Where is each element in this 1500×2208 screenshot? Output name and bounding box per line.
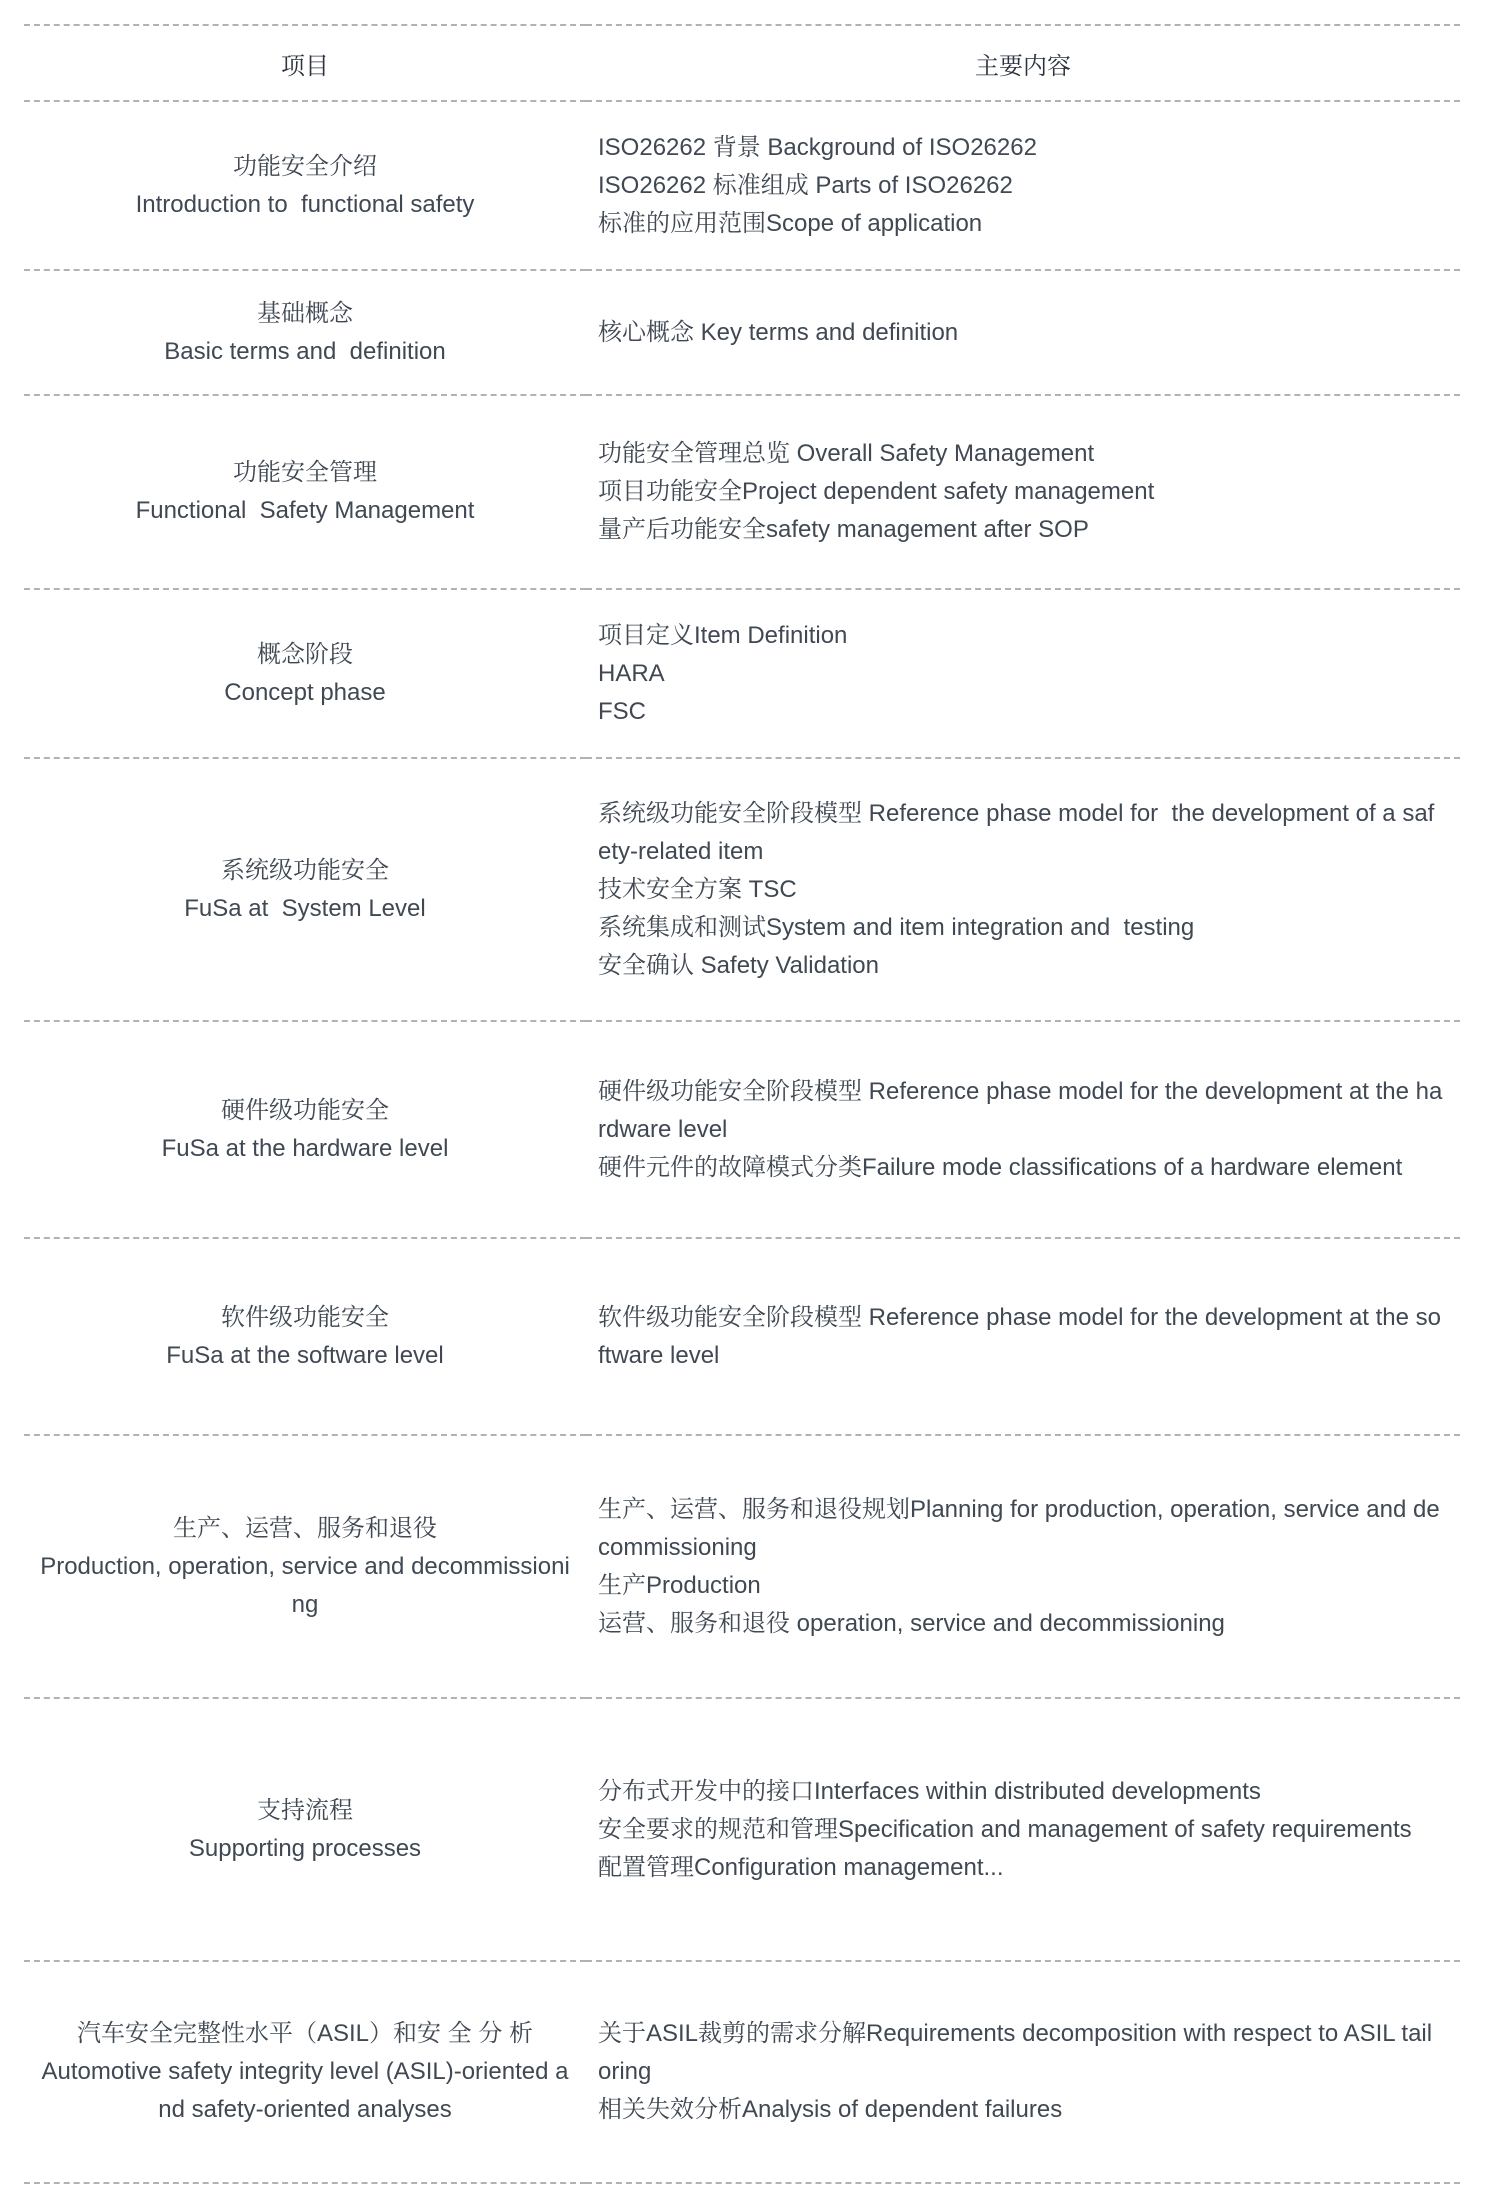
table-row — [24, 395, 1460, 589]
item-title-en: Concept phase — [224, 678, 386, 706]
content-line: 软件级功能安全阶段模型 Reference phase model for the development at the software level — [598, 1303, 1442, 1369]
item-title-zh: 功能安全介绍 — [233, 152, 377, 180]
table-row — [24, 1698, 1460, 1961]
content-line: 核心概念 Key terms and definition — [598, 318, 959, 346]
content-line: 相关失效分析Analysis of dependent failures — [598, 2096, 1063, 2123]
content-line: ISO26262 背景 Background of ISO26262 — [598, 133, 1037, 161]
item-title-zh: 基础概念 — [257, 299, 353, 327]
content-line: 项目定义Item Definition — [598, 621, 848, 649]
column-header-content: 主要内容 — [975, 52, 1071, 80]
content-line: 配置管理Configuration management... — [598, 1853, 1004, 1881]
column-header-item: 项目 — [281, 52, 329, 80]
course-outline-table — [24, 24, 1460, 2184]
content-cell — [586, 395, 1460, 589]
item-title-en: Introduction to functional safety — [135, 190, 475, 218]
item-cell — [24, 270, 586, 395]
content-line: 功能安全管理总览 Overall Safety Management — [598, 440, 1095, 467]
content-cell — [586, 589, 1460, 758]
item-cell — [24, 1435, 586, 1698]
item-cell — [24, 101, 586, 270]
header-row — [24, 25, 1460, 101]
content-line: FSC — [598, 697, 646, 725]
item-cell — [24, 1698, 586, 1961]
table-row — [24, 1961, 1460, 2183]
content-line: ISO26262 标准组成 Parts of ISO26262 — [598, 171, 1013, 199]
item-cell — [24, 395, 586, 589]
content-line: 关于ASIL裁剪的需求分解Requirements decomposition with respect to ASIL tailoring — [598, 2020, 1433, 2085]
item-title-en: Production, operation, service and decommissioning — [40, 1552, 570, 1618]
item-title-en: Supporting processes — [188, 1834, 422, 1862]
table-row — [24, 101, 1460, 270]
item-cell — [24, 1961, 586, 2183]
content-cell — [586, 1238, 1460, 1435]
content-line: 标准的应用范围Scope of application — [598, 209, 983, 237]
item-title-zh: 功能安全管理 — [233, 459, 377, 486]
content-line: 硬件级功能安全阶段模型 Reference phase model for the development at the hardware level — [598, 1077, 1443, 1143]
item-title-zh: 生产、运营、服务和退役 — [173, 1514, 437, 1542]
content-line: 运营、服务和退役 operation, service and decommissioning — [598, 1609, 1225, 1637]
item-title-zh: 概念阶段 — [257, 640, 353, 668]
content-line: 分布式开发中的接口Interfaces within distributed developments — [598, 1777, 1261, 1805]
item-title-zh: 汽车安全完整性水平（ASIL）和安 全 分 析 — [76, 2020, 534, 2047]
content-line: 项目功能安全Project dependent safety management — [598, 478, 1155, 505]
content-cell — [586, 1021, 1460, 1238]
content-line: 硬件元件的故障模式分类Failure mode classifications of a hardware element — [598, 1153, 1403, 1181]
item-title-zh: 硬件级功能安全 — [221, 1096, 389, 1124]
table-row — [24, 270, 1460, 395]
table-body — [24, 101, 1460, 2183]
content-line: 安全要求的规范和管理Specification and management of safety requirements — [598, 1815, 1412, 1843]
content-line: 安全确认 Safety Validation — [598, 951, 880, 979]
content-cell — [586, 1961, 1460, 2183]
content-line: 生产、运营、服务和退役规划Planning for production, operation, service and decommissioning — [598, 1495, 1440, 1561]
table-row — [24, 1238, 1460, 1435]
content-cell — [586, 101, 1460, 270]
content-cell — [586, 1698, 1460, 1961]
table-row — [24, 758, 1460, 1021]
table-row — [24, 1021, 1460, 1238]
item-title-en: Automotive safety integrity level (ASIL)-oriented and safety-oriented analyses — [41, 2058, 569, 2123]
content-cell — [586, 270, 1460, 395]
item-cell — [24, 758, 586, 1021]
item-title-zh: 软件级功能安全 — [221, 1303, 389, 1331]
content-cell — [586, 1435, 1460, 1698]
content-line: 量产后功能安全safety management after SOP — [598, 516, 1089, 543]
item-title-en: FuSa at System Level — [184, 894, 426, 922]
item-title-zh: 系统级功能安全 — [221, 856, 389, 884]
item-title-zh: 支持流程 — [257, 1796, 353, 1824]
content-line: HARA — [598, 659, 665, 687]
item-title-en: Functional Safety Management — [135, 497, 475, 524]
content-cell — [586, 758, 1460, 1021]
content-line: 系统级功能安全阶段模型 Reference phase model for the development of a safety-related item — [598, 799, 1435, 865]
content-line: 生产Production — [598, 1571, 761, 1599]
table-row — [24, 1435, 1460, 1698]
item-cell — [24, 1238, 586, 1435]
item-cell — [24, 1021, 586, 1238]
table-row — [24, 589, 1460, 758]
item-title-en: FuSa at the software level — [166, 1341, 444, 1369]
item-title-en: FuSa at the hardware level — [161, 1134, 449, 1162]
content-line: 系统集成和测试System and item integration and testing — [598, 913, 1195, 941]
item-cell — [24, 589, 586, 758]
item-title-en: Basic terms and definition — [164, 337, 446, 365]
content-line: 技术安全方案 TSC — [598, 875, 797, 903]
